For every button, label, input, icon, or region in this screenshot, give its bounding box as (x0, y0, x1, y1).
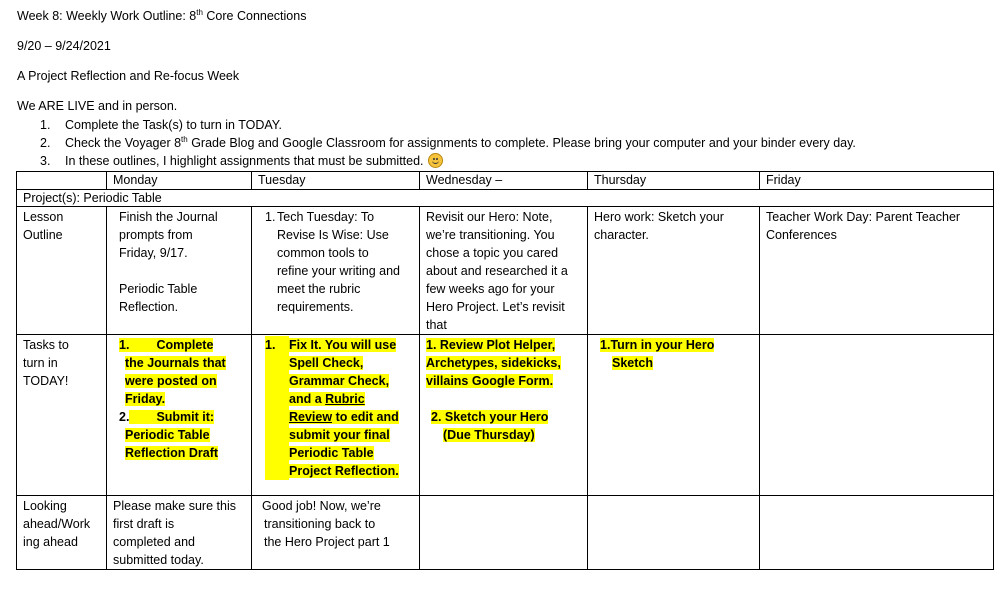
task-line: Friday. (125, 392, 166, 406)
lesson-tuesday-cell (252, 207, 420, 335)
task-item (119, 408, 245, 426)
cell-line: Good job! Now, we’re (262, 499, 381, 513)
task-line: villains Google Form. (426, 374, 554, 388)
table-header-row (17, 172, 994, 190)
task-line: Periodic Table (125, 428, 210, 442)
cell-line: Teacher Work Day: Parent Teacher (766, 210, 961, 224)
row-label: ing ahead (23, 535, 78, 549)
row-label: Lesson (23, 210, 64, 224)
task-line: Reflection Draft (125, 446, 219, 460)
cell-line: Hero work: Sketch your (594, 210, 724, 224)
task-line: Turn in your Hero (610, 338, 715, 352)
instruction-superscript: th (181, 135, 188, 144)
table-row (17, 207, 994, 335)
cell-line: completed and (113, 535, 196, 549)
cell-line: Periodic Table (119, 282, 198, 296)
subtitle: A Project Reflection and Re-focus Week (17, 69, 240, 83)
task-line: Grammar Check, (289, 374, 390, 388)
title-text: Week 8: Weekly Work Outline: 8 (17, 9, 197, 23)
row-label: Outline (23, 228, 63, 242)
instruction-item (40, 134, 856, 152)
task-heading: Submit it: (129, 410, 214, 424)
task-line: and a (289, 392, 326, 406)
task-line: Spell Check, (289, 356, 364, 370)
header-thursday: Thursday (588, 172, 760, 190)
task-line: (Due Thursday) (443, 428, 535, 442)
task-line: were posted on (125, 374, 217, 388)
title-superscript: th (196, 8, 203, 17)
list-number: 1. (265, 336, 289, 480)
cell-line: that (426, 318, 447, 332)
page-title (17, 7, 306, 25)
list-number: 2. (40, 136, 51, 150)
header-tuesday: Tuesday (252, 172, 420, 190)
instruction-text-end: Grade Blog and Google Classroom for assignments to complete. Please bring your computer and your binder every day. (187, 136, 856, 150)
cell-line: refine your writing and (277, 264, 400, 278)
cell-line: Finish the Journal (119, 210, 218, 224)
tasks-friday-cell (760, 335, 994, 496)
cell-line: Hero Project. Let’s revisit (426, 300, 565, 314)
ahead-monday-cell (107, 496, 252, 570)
ahead-label-cell (17, 496, 107, 570)
lesson-friday-cell (760, 207, 994, 335)
tasks-label-cell (17, 335, 107, 496)
rubric-link-text: Rubric (325, 392, 365, 406)
blank-line (119, 262, 245, 280)
task-line: Archetypes, sidekicks, (426, 356, 561, 370)
cell-line: Revise Is Wise: Use (277, 228, 389, 242)
cell-line: chose a topic you cared (426, 246, 559, 260)
task-line: 2. Sketch your Hero (431, 410, 549, 424)
cell-line: the Hero Project part 1 (264, 535, 390, 549)
cell-line: transitioning back to (264, 517, 376, 531)
cell-line: Tech Tuesday: To (277, 210, 375, 224)
cell-line: meet the rubric (277, 282, 361, 296)
task-line: Periodic Table (289, 446, 374, 460)
weekly-outline-table (16, 171, 994, 570)
cell-line: submitted today. (113, 553, 204, 567)
ahead-thursday-cell (588, 496, 760, 570)
task-line: submit your final (289, 428, 390, 442)
task-line: Sketch (612, 356, 653, 370)
lesson-wednesday-cell (420, 207, 588, 335)
table-row (17, 496, 994, 570)
list-number: 2. (119, 410, 130, 424)
row-label: turn in (23, 356, 58, 370)
header-wednesday: Wednesday – (420, 172, 588, 190)
cell-line: Please make sure this (113, 499, 236, 513)
cell-line: common tools to (277, 246, 369, 260)
instruction-item (40, 116, 856, 134)
tasks-thursday-cell (588, 335, 760, 496)
row-label: Looking (23, 499, 67, 513)
project-row (17, 190, 994, 207)
list-number: 1. (40, 118, 51, 132)
ahead-friday-cell (760, 496, 994, 570)
task-line: to edit and (332, 410, 399, 424)
tasks-monday-cell (107, 335, 252, 496)
instruction-text: Check the Voyager 8 (65, 136, 182, 150)
live-notice: We ARE LIVE and in person. (17, 99, 178, 113)
table-row (17, 335, 994, 496)
cell-line: Reflection. (119, 300, 179, 314)
task-line: the Journals that (125, 356, 226, 370)
instruction-text: Complete the Task(s) to turn in TODAY. (65, 118, 282, 132)
row-label: Tasks to (23, 338, 69, 352)
task-line: Project Reflection. (289, 464, 399, 478)
cell-line: requirements. (277, 300, 354, 314)
list-number: 1. (119, 338, 130, 352)
cell-line: Conferences (766, 228, 837, 242)
task-heading: Complete (129, 338, 213, 352)
cell-line: Revisit our Hero: Note, (426, 210, 553, 224)
review-link-text: Review (289, 410, 333, 424)
tasks-wednesday-cell (420, 335, 588, 496)
blank-line (426, 390, 581, 408)
header-friday: Friday (760, 172, 994, 190)
date-range: 9/20 – 9/24/2021 (17, 39, 111, 53)
task-item (119, 336, 245, 354)
cell-line: first draft is (113, 517, 175, 531)
smiley-icon (428, 153, 443, 168)
instruction-text: In these outlines, I highlight assignments that must be submitted. (65, 154, 424, 168)
cell-line: we’re transitioning. You (426, 228, 555, 242)
task-line: 1. Review Plot Helper, (426, 338, 556, 352)
tasks-tuesday-cell (252, 335, 420, 496)
row-label: ahead/Work (23, 517, 91, 531)
task-item (265, 336, 413, 480)
list-number: 3. (40, 154, 51, 168)
lesson-monday-cell (107, 207, 252, 335)
cell-line: Friday, 9/17. (119, 246, 188, 260)
list-number: 1. (600, 338, 611, 352)
cell-line: about and researched it a (426, 264, 568, 278)
project-cell: Project(s): Periodic Table (17, 190, 994, 207)
lesson-label-cell (17, 207, 107, 335)
instructions-list (40, 116, 856, 170)
ahead-tuesday-cell (252, 496, 420, 570)
cell-line: few weeks ago for your (426, 282, 555, 296)
list-number: 1. (265, 210, 276, 224)
cell-line: character. (594, 228, 649, 242)
instruction-item (40, 152, 856, 170)
task-line: Fix It. You will use (289, 338, 397, 352)
ahead-wednesday-cell (420, 496, 588, 570)
row-label: TODAY! (23, 374, 69, 388)
lesson-thursday-cell (588, 207, 760, 335)
header-corner (17, 172, 107, 190)
header-monday: Monday (107, 172, 252, 190)
cell-line: prompts from (119, 228, 193, 242)
numbered-item (265, 208, 413, 316)
title-text-end: Core Connections (202, 9, 307, 23)
